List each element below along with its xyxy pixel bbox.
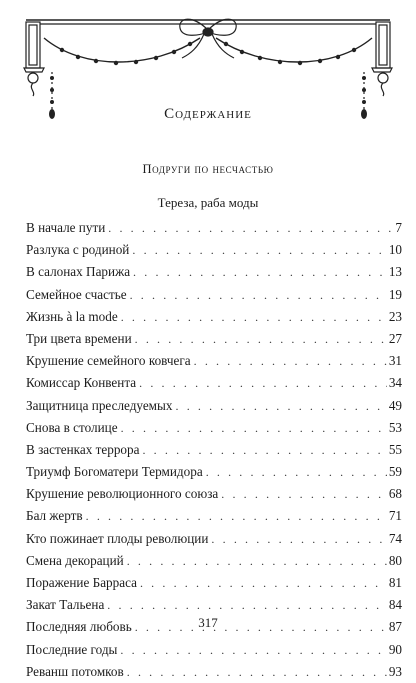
toc-entry bbox=[26, 284, 402, 306]
toc-entry-title: Закат Тальена bbox=[26, 597, 105, 613]
toc-entry-title: Жизнь à la mode bbox=[26, 308, 118, 324]
toc-entry-page: 80 bbox=[388, 552, 402, 568]
toc-entry-title: Комиссар Конвента bbox=[26, 375, 137, 391]
toc-entry-title: Триумф Богоматери Термидора bbox=[26, 464, 203, 480]
toc-entry-page: 7 bbox=[395, 220, 402, 235]
toc-entry bbox=[26, 550, 402, 572]
toc-entry-page: 81 bbox=[388, 575, 402, 590]
toc-leader-dots bbox=[176, 395, 387, 417]
toc-entry-page: 27 bbox=[388, 330, 402, 346]
toc-entry bbox=[26, 483, 402, 505]
subsection-heading: Тереза, раба моды bbox=[157, 195, 259, 210]
toc-leader-dots bbox=[221, 483, 387, 505]
toc-entry-title: Кто пожинает плоды революции bbox=[26, 530, 209, 546]
toc-entry bbox=[26, 261, 402, 283]
toc-entry bbox=[26, 661, 402, 683]
toc-leader-dots bbox=[194, 350, 387, 372]
toc-entry-title: Крушение семейного ковчега bbox=[26, 353, 191, 369]
toc-leader-dots bbox=[107, 594, 387, 616]
toc-entry bbox=[26, 528, 402, 550]
toc-entry-page: 10 bbox=[388, 242, 402, 258]
toc-entry-title: Снова в столице bbox=[26, 419, 118, 435]
toc-entry-page: 90 bbox=[388, 641, 402, 657]
toc-leader-dots bbox=[121, 306, 387, 328]
toc-entry bbox=[26, 461, 402, 483]
page-number: 317 bbox=[198, 615, 218, 630]
table-of-contents bbox=[26, 217, 402, 683]
toc-leader-dots bbox=[211, 528, 386, 550]
toc-leader-dots bbox=[133, 261, 387, 283]
toc-leader-dots bbox=[120, 639, 386, 661]
toc-entry bbox=[26, 350, 402, 372]
toc-leader-dots bbox=[127, 550, 387, 572]
toc-entry-page: 93 bbox=[388, 663, 402, 679]
toc-leader-dots bbox=[121, 417, 387, 439]
toc-entry-title: Поражение Барраса bbox=[26, 575, 137, 590]
toc-entry-title: В начале пути bbox=[26, 220, 106, 235]
toc-entry-title: Реванш потомков bbox=[26, 663, 124, 679]
toc-entry bbox=[26, 639, 402, 661]
toc-leader-dots bbox=[127, 661, 387, 683]
toc-leader-dots bbox=[135, 328, 387, 350]
toc-entry-title: Семейное счастье bbox=[26, 286, 127, 302]
toc-entry bbox=[26, 306, 402, 328]
toc-entry-page: 49 bbox=[388, 397, 402, 413]
toc-entry bbox=[26, 417, 402, 439]
toc-entry-page: 31 bbox=[388, 353, 402, 369]
toc-leader-dots bbox=[139, 372, 387, 394]
toc-entry-title: Смена декораций bbox=[26, 552, 124, 568]
toc-entry bbox=[26, 505, 402, 527]
toc-entry-page: 53 bbox=[388, 419, 402, 435]
toc-entry-page: 34 bbox=[388, 375, 402, 391]
toc-entry-title: Крушение революционного союза bbox=[26, 486, 219, 502]
toc-leader-dots bbox=[130, 284, 387, 306]
toc-entry-page: 71 bbox=[388, 508, 402, 524]
section-heading: Подруги по несчастью bbox=[142, 162, 274, 176]
toc-entry bbox=[26, 572, 402, 594]
toc-entry-title: Последние годы bbox=[26, 641, 118, 657]
toc-entry-page: 84 bbox=[388, 597, 402, 613]
toc-entry bbox=[26, 439, 402, 461]
toc-leader-dots bbox=[86, 505, 387, 527]
toc-entry bbox=[26, 239, 402, 261]
toc-entry-title: Последняя любовь bbox=[26, 619, 132, 635]
toc-entry-title: Три цвета времени bbox=[26, 330, 132, 346]
toc-entry-page: 87 bbox=[388, 619, 402, 635]
toc-leader-dots bbox=[108, 217, 393, 239]
toc-leader-dots bbox=[142, 439, 386, 461]
toc-entry-title: В застенках террора bbox=[26, 441, 140, 457]
toc-entry-title: Бал жертв bbox=[26, 508, 83, 524]
toc-entry-page: 55 bbox=[388, 441, 402, 457]
toc-leader-dots bbox=[140, 572, 387, 594]
toc-entry bbox=[26, 395, 402, 417]
toc-entry bbox=[26, 594, 402, 616]
toc-entry-title: В салонах Парижа bbox=[26, 264, 131, 280]
toc-entry bbox=[26, 328, 402, 350]
toc-entry-page: 68 bbox=[388, 486, 402, 502]
toc-entry-page: 13 bbox=[388, 264, 402, 280]
toc-entry-page: 19 bbox=[388, 286, 402, 302]
toc-leader-dots bbox=[206, 461, 387, 483]
toc-entry-page: 23 bbox=[388, 308, 402, 324]
toc-entry-title: Защитница преследуемых bbox=[26, 397, 173, 413]
toc-entry bbox=[26, 217, 402, 239]
toc-entry-page: 59 bbox=[388, 464, 402, 480]
toc-entry-title: Разлука с родиной bbox=[26, 242, 130, 258]
toc-entry-page: 74 bbox=[388, 530, 402, 546]
toc-leader-dots bbox=[132, 239, 386, 261]
page-title: Содержание bbox=[164, 106, 252, 122]
toc-entry bbox=[26, 372, 402, 394]
